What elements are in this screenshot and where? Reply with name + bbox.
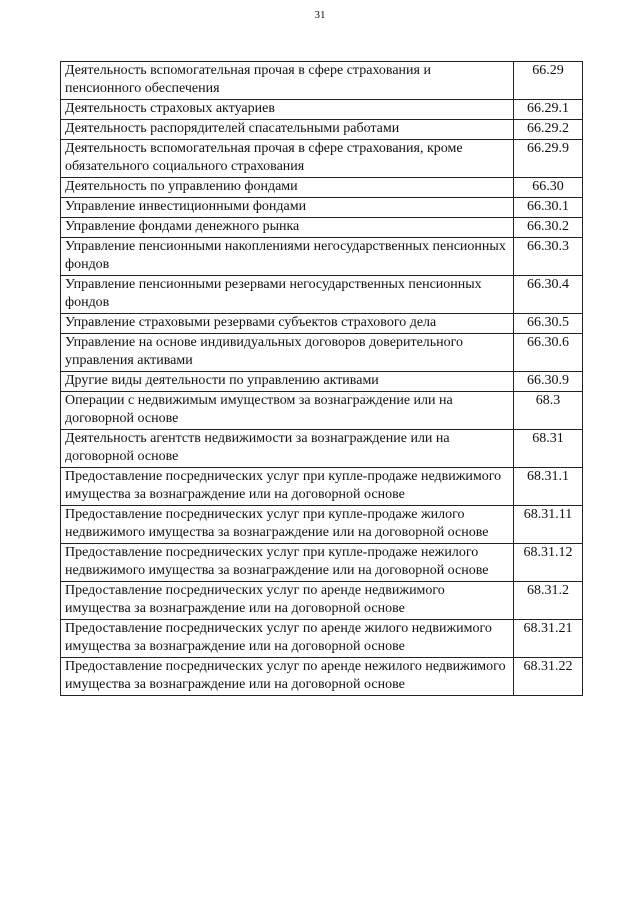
table-row (61, 468, 583, 506)
activity-code: 66.29.2 (514, 120, 583, 140)
table-row (61, 430, 583, 468)
activity-description: Другие виды деятельности по управлению активами (61, 372, 514, 392)
page-number: 31 (314, 9, 326, 21)
activity-code: 66.30.9 (514, 372, 583, 392)
activity-code: 66.30 (514, 178, 583, 198)
table-row (61, 658, 583, 696)
table-row (61, 314, 583, 334)
table-row (61, 120, 583, 140)
activity-description: Предоставление посреднических услуг при купле-продаже нежилого недвижимого имущества за вознаграждение или на договорной основе (61, 544, 514, 582)
activity-code: 66.29.1 (514, 100, 583, 120)
activity-description: Управление на основе индивидуальных договоров доверительного управления активами (61, 334, 514, 372)
activity-description: Управление инвестиционными фондами (61, 198, 514, 218)
activity-code: 68.31.11 (514, 506, 583, 544)
table-row (61, 100, 583, 120)
activity-description: Управление пенсионными накоплениями негосударственных пенсионных фондов (61, 238, 514, 276)
table-row (61, 506, 583, 544)
activity-code: 68.31.1 (514, 468, 583, 506)
table-row (61, 218, 583, 238)
activity-code: 68.31.12 (514, 544, 583, 582)
activity-codes-table (60, 61, 583, 696)
activity-code: 66.29 (514, 62, 583, 100)
activity-code: 66.30.2 (514, 218, 583, 238)
table-row (61, 582, 583, 620)
activity-code: 66.30.5 (514, 314, 583, 334)
table-row (61, 276, 583, 314)
activity-description: Предоставление посреднических услуг при купле-продаже жилого недвижимого имущества за вознаграждение или на договорной основе (61, 506, 514, 544)
table-row (61, 140, 583, 178)
table-row (61, 620, 583, 658)
activity-description: Деятельность распорядителей спасательными работами (61, 120, 514, 140)
activity-code: 68.3 (514, 392, 583, 430)
activity-code: 68.31 (514, 430, 583, 468)
activity-description: Деятельность вспомогательная прочая в сфере страхования и пенсионного обеспечения (61, 62, 514, 100)
table-row (61, 544, 583, 582)
activity-code: 66.29.9 (514, 140, 583, 178)
table-row (61, 62, 583, 100)
activity-code: 66.30.3 (514, 238, 583, 276)
table-row (61, 198, 583, 218)
table-row (61, 238, 583, 276)
activity-description: Управление пенсионными резервами негосударственных пенсионных фондов (61, 276, 514, 314)
activity-description: Операции с недвижимым имуществом за вознаграждение или на договорной основе (61, 392, 514, 430)
activity-code: 68.31.2 (514, 582, 583, 620)
activity-description: Предоставление посреднических услуг по аренде жилого недвижимого имущества за вознаграждение или на договорной основе (61, 620, 514, 658)
activity-description: Предоставление посреднических услуг по аренде недвижимого имущества за вознаграждение или на договорной основе (61, 582, 514, 620)
activity-description: Деятельность вспомогательная прочая в сфере страхования, кроме обязательного социального страхования (61, 140, 514, 178)
activity-code: 66.30.1 (514, 198, 583, 218)
table-row (61, 392, 583, 430)
activity-description: Предоставление посреднических услуг по аренде нежилого недвижимого имущества за вознаграждение или на договорной основе (61, 658, 514, 696)
table-row (61, 334, 583, 372)
activity-description: Управление фондами денежного рынка (61, 218, 514, 238)
activity-description: Деятельность страховых актуариев (61, 100, 514, 120)
activity-code: 68.31.22 (514, 658, 583, 696)
activity-description: Деятельность агентств недвижимости за вознаграждение или на договорной основе (61, 430, 514, 468)
activity-code: 68.31.21 (514, 620, 583, 658)
activity-description: Предоставление посреднических услуг при купле-продаже недвижимого имущества за вознаграждение или на договорной основе (61, 468, 514, 506)
table-body (61, 62, 583, 696)
table-row (61, 372, 583, 392)
activity-code: 66.30.4 (514, 276, 583, 314)
activity-code: 66.30.6 (514, 334, 583, 372)
activity-description: Деятельность по управлению фондами (61, 178, 514, 198)
activity-description: Управление страховыми резервами субъектов страхового дела (61, 314, 514, 334)
table-row (61, 178, 583, 198)
